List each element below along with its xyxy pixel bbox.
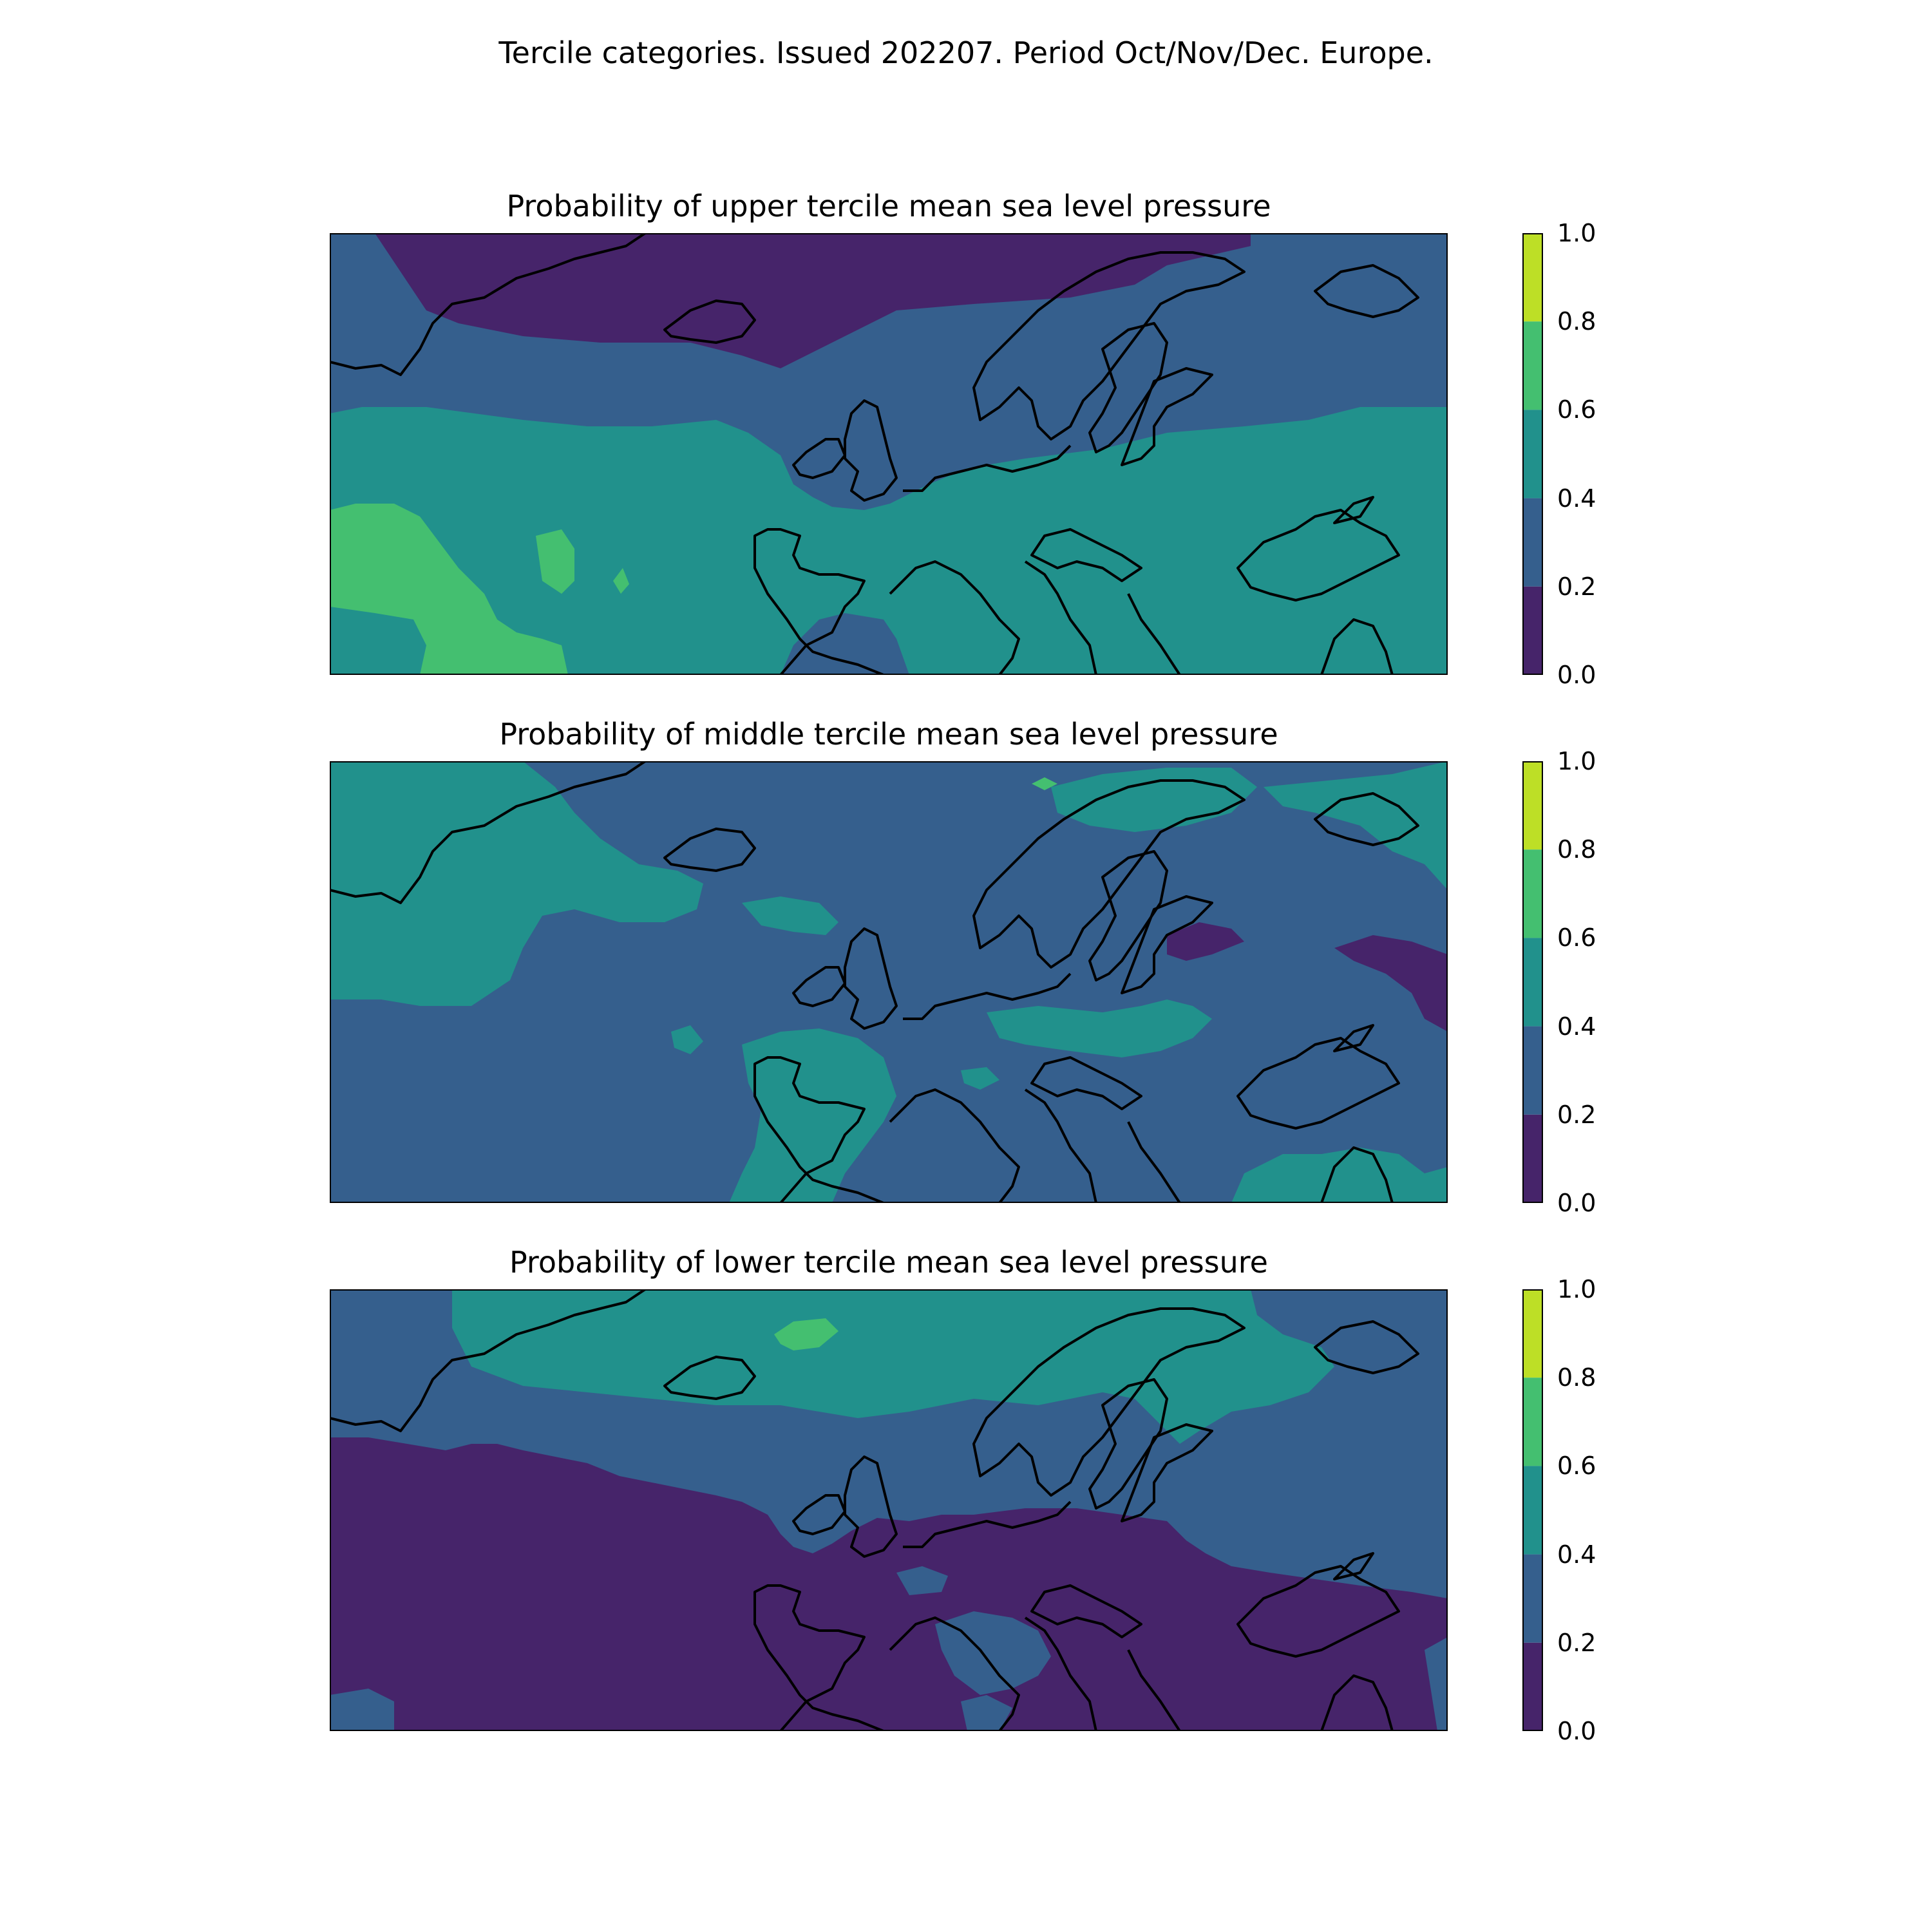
colorbar-tick-upper-4: 0.8 [1557, 307, 1596, 336]
colorbar-tick-middle-5: 1.0 [1557, 747, 1596, 775]
colorbar-band-0.2-0.4 [1522, 1027, 1543, 1115]
colorbar-lower [1522, 1289, 1543, 1731]
colorbar-band-0.4-0.6 [1522, 938, 1543, 1026]
colorbar-tick-lower-4: 0.8 [1557, 1363, 1596, 1392]
colorbar-band-0.6-0.8 [1522, 1378, 1543, 1466]
colorbar-upper [1522, 233, 1543, 675]
colorbar-band-0.0-0.2 [1522, 1643, 1543, 1731]
colorbar-band-0.6-0.8 [1522, 321, 1543, 410]
colorbar-band-0.2-0.4 [1522, 1555, 1543, 1643]
colorbar-band-0.6-0.8 [1522, 849, 1543, 938]
colorbar-band-0.4-0.6 [1522, 410, 1543, 498]
panel-title-middle: Probability of middle tercile mean sea level pressure [499, 717, 1278, 752]
colorbar-band-0.8-1.0 [1522, 1289, 1543, 1378]
colorbar-tick-middle-4: 0.8 [1557, 835, 1596, 864]
colorbar-tick-upper-5: 1.0 [1557, 219, 1596, 247]
colorbar-middle [1522, 761, 1543, 1203]
map-upper-tercile [330, 233, 1448, 675]
colorbar-tick-upper-3: 0.6 [1557, 395, 1596, 424]
map-lower-tercile [330, 1289, 1448, 1731]
colorbar-tick-middle-0: 0.0 [1557, 1189, 1596, 1217]
colorbar-tick-upper-2: 0.4 [1557, 484, 1596, 513]
colorbar-tick-lower-0: 0.0 [1557, 1717, 1596, 1745]
colorbar-band-0.4-0.6 [1522, 1466, 1543, 1554]
colorbar-band-0.8-1.0 [1522, 233, 1543, 321]
colorbar-tick-lower-1: 0.2 [1557, 1629, 1596, 1657]
colorbar-tick-lower-3: 0.6 [1557, 1452, 1596, 1480]
colorbar-tick-lower-5: 1.0 [1557, 1275, 1596, 1303]
colorbar-tick-lower-2: 0.4 [1557, 1540, 1596, 1569]
colorbar-tick-upper-1: 0.2 [1557, 573, 1596, 601]
colorbar-tick-upper-0: 0.0 [1557, 661, 1596, 689]
colorbar-tick-middle-2: 0.4 [1557, 1012, 1596, 1041]
colorbar-tick-middle-3: 0.6 [1557, 923, 1596, 952]
colorbar-tick-middle-1: 0.2 [1557, 1101, 1596, 1129]
colorbar-band-0.0-0.2 [1522, 587, 1543, 675]
colorbar-band-0.8-1.0 [1522, 761, 1543, 849]
figure-title: Tercile categories. Issued 202207. Period Oct/Nov/Dec. Europe. [498, 35, 1434, 70]
colorbar-band-0.0-0.2 [1522, 1115, 1543, 1203]
map-middle-tercile [330, 761, 1448, 1203]
panel-title-lower: Probability of lower tercile mean sea level pressure [509, 1245, 1268, 1280]
colorbar-band-0.2-0.4 [1522, 498, 1543, 587]
panel-title-upper: Probability of upper tercile mean sea level pressure [506, 189, 1271, 223]
